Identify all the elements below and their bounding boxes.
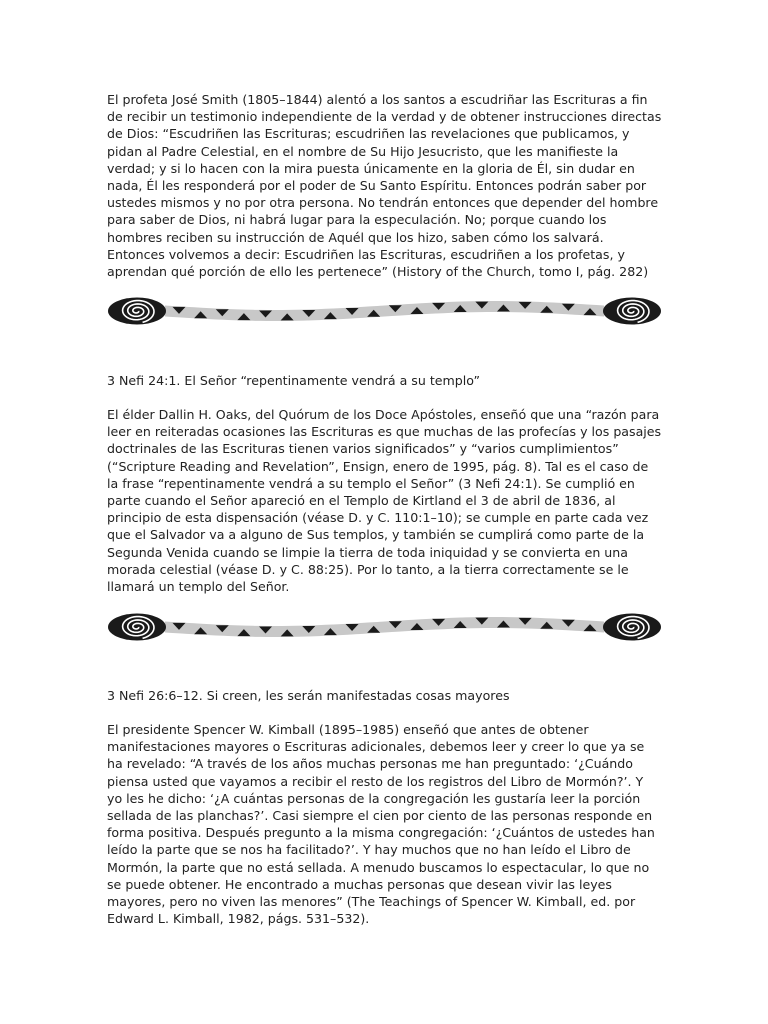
text-line: llamará un templo del Señor. — [107, 579, 290, 595]
text-line: El presidente Spencer W. Kimball (1895–1985) enseñó que antes de obtener — [107, 722, 589, 737]
text-line: El élder Dallin H. Oaks, del Quórum de los Doce Apóstoles, enseñó que una “razón para — [107, 407, 660, 422]
section-heading-3-nefi-24: 3 Nefi 24:1. El Señor “repentinamente vendrá a su templo” — [107, 373, 481, 388]
text-line: Entonces volvemos a decir: Escudriñen las Escrituras, escudriñen a los profetas, y — [107, 246, 625, 262]
text-line: ha revelado: “A través de los años muchas personas me han preguntado: ‘¿Cuándo — [107, 756, 633, 772]
paragraph-dallin-oaks — [107, 406, 661, 595]
spiral-wave-divider-icon — [107, 296, 662, 326]
text-line: yo les he dicho: ‘¿A cuántas personas de la congregación les gustaría leer la porción — [107, 790, 641, 806]
text-line: leer en reiteradas ocasiones las Escrituras es que muchas de las profecías y los pasajes — [107, 424, 662, 440]
text-line: se puede obtener. He encontrado a muchas personas que desean vivir las leyes — [107, 876, 612, 892]
text-line: de Dios: “Escudriñen las Escrituras; escudriñen las revelaciones que publicamos, y — [107, 126, 630, 142]
spiral-wave-divider-icon — [107, 612, 662, 642]
text-line: piensa usted que vayamos a recibir el resto de los registros del Libro de Mormón?’. Y — [107, 773, 644, 789]
text-line: la frase “repentinamente vendrá a su templo el Señor” (3 Nefi 24:1). Se cumplió en — [107, 475, 635, 491]
text-line: mayores, pero no viven las menores” (The Teachings of Spencer W. Kimball, ed. por — [107, 894, 636, 910]
text-line: hombres reciben su instrucción de Aquél que los hizo, saben cómo los salvará. — [107, 229, 604, 245]
divider-band — [165, 301, 604, 321]
section-heading-3-nefi-26: 3 Nefi 26:6–12. Si creen, les serán manifestadas cosas mayores — [107, 688, 510, 703]
text-line: forma positiva. Después pregunto a la misma congregación: ‘¿Cuántos de ustedes han — [107, 825, 655, 841]
text-line: sellada de las planchas?’. Casi siempre el cien por ciento de las personas responde en — [107, 808, 653, 824]
text-line: de recibir un testimonio independiente de la verdad y de obtener instrucciones directas — [107, 109, 662, 125]
text-line: que el Salvador va a alguno de Sus templos, y también se cumplirá como parte de la — [107, 527, 645, 543]
text-line: Segunda Venida cuando se limpie la tierra de toda iniquidad y se convierta en una — [107, 544, 628, 560]
text-line: morada celestial (véase D. y C. 88:25). Por lo tanto, a la tierra correctamente se le — [107, 561, 629, 577]
text-line: manifestaciones mayores o Escrituras adicionales, debemos leer y creer lo que ya se — [107, 739, 645, 755]
text-line: ustedes mismos y no por otra persona. No tendrán entonces que depender del hombre — [107, 195, 659, 211]
left-spiral-icon — [108, 298, 166, 325]
paragraph-spencer-kimball — [107, 721, 655, 927]
text-line: para saber de Dios, ni habrá lugar para la especulación. No; porque cuando los — [107, 212, 607, 228]
text-line: nada, Él les responderá por el poder de Su Santo Espíritu. Entonces podrán saber por — [107, 178, 647, 194]
divider-band — [165, 617, 604, 637]
text-line: Mormón, la parte que no está sellada. A menudo buscamos lo espectacular, lo que no — [107, 859, 650, 875]
text-line: El profeta José Smith (1805–1844) alentó a los santos a escudriñar las Escrituras a fin — [107, 92, 648, 107]
text-line: verdad; y si lo hacen con la mira puesta únicamente en la gloria de Él, sin dudar en — [107, 160, 635, 176]
text-line: Edward L. Kimball, 1982, págs. 531–532). — [107, 911, 370, 927]
text-line: pidan al Padre Celestial, en el nombre de Su Hijo Jesucristo, que les manifieste la — [107, 143, 619, 159]
text-line: aprendan qué porción de ello les pertenece” (History of the Church, tomo I, pág. 282) — [107, 264, 649, 280]
text-line: principio de esta dispensación (véase D. y C. 110:1–10); se cumple en parte cada vez — [107, 510, 649, 526]
left-spiral-icon — [108, 614, 166, 641]
text-line: doctrinales de las Escrituras tienen varios significados” y “varios cumplimientos” — [107, 441, 619, 457]
right-spiral-icon — [603, 614, 661, 641]
right-spiral-icon — [603, 298, 661, 325]
text-line: parte cuando el Señor apareció en el Templo de Kirtland el 3 de abril de 1836, al — [107, 493, 616, 509]
text-line: leído la parte que se nos ha facilitado?’. Y hay muchos que no han leído el Libro de — [107, 842, 631, 858]
paragraph-joseph-smith — [107, 91, 661, 280]
text-line: (“Scripture Reading and Revelation”, Ensign, enero de 1995, pág. 8). Tal es el caso de — [107, 458, 649, 474]
